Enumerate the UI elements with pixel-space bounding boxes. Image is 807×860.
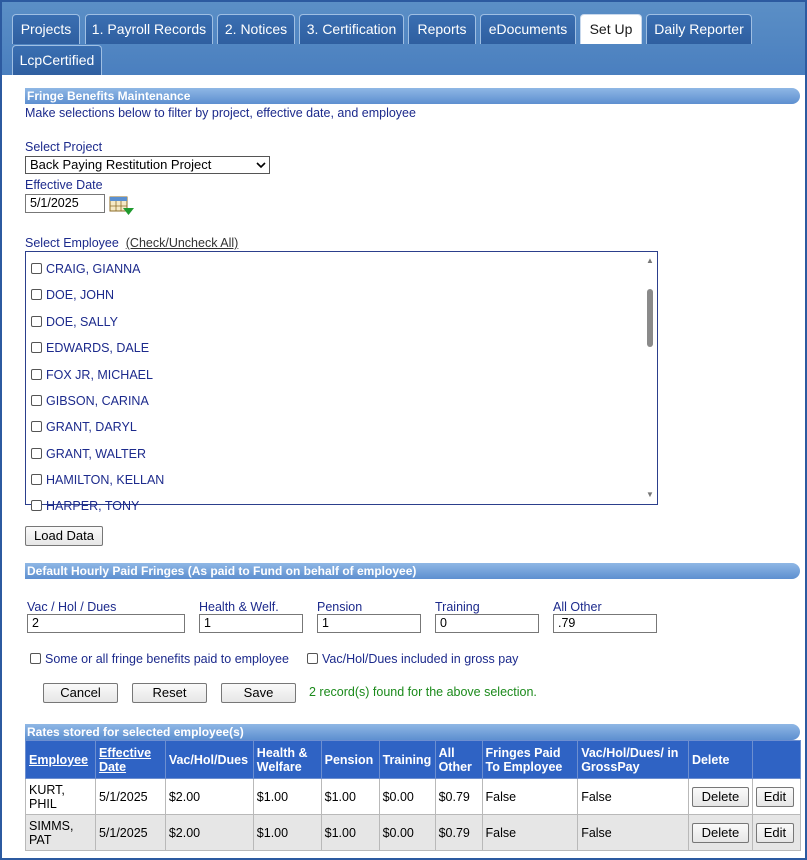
tab-notices[interactable]: 2. Notices <box>217 14 295 44</box>
checkbox-icon[interactable] <box>307 653 318 664</box>
cell-delete <box>688 779 752 815</box>
cell-vac-gross: False <box>578 815 689 851</box>
checkbox-icon[interactable] <box>31 395 42 406</box>
section-default-fringes: Default Hourly Paid Fringes (As paid to Fund on behalf of employee) <box>25 563 800 579</box>
cell-training: $0.00 <box>379 779 435 815</box>
col-vac: Vac/Hol/Dues <box>165 741 253 779</box>
employee-name: GRANT, DARYL <box>46 420 137 434</box>
employee-name: DOE, SALLY <box>46 315 119 329</box>
employee-name: DOE, JOHN <box>46 288 115 302</box>
records-status: 2 record(s) found for the above selection. <box>309 685 537 699</box>
employee-list-scrollbar[interactable] <box>643 252 657 504</box>
cell-date: 5/1/2025 <box>95 779 165 815</box>
effective-date-label: Effective Date <box>25 178 103 192</box>
paid-to-employee-option[interactable] <box>30 652 289 666</box>
select-employee-text: Select Employee <box>25 236 119 250</box>
cell-edit <box>752 815 800 851</box>
effective-date-input[interactable]: 5/1/2025 <box>25 194 105 213</box>
employee-name: CRAIG, GIANNA <box>46 262 141 276</box>
health-welf-field[interactable]: 1 <box>199 614 303 633</box>
tab-lcpcertified[interactable]: LcpCertified <box>12 45 102 75</box>
filter-instructions: Make selections below to filter by project, effective date, and employee <box>25 106 416 120</box>
tab-projects[interactable]: Projects <box>12 14 80 44</box>
tab-certification[interactable]: 3. Certification <box>299 14 404 44</box>
col-all-other: All Other <box>435 741 482 779</box>
list-item[interactable] <box>31 285 114 305</box>
check-uncheck-all-link[interactable]: (Check/Uncheck All) <box>125 236 239 250</box>
save-button[interactable]: Save <box>221 683 296 703</box>
col-edit <box>752 741 800 779</box>
cell-fringes-paid: False <box>482 815 578 851</box>
cell-health: $1.00 <box>253 779 321 815</box>
col-effective-date-label[interactable]: Effective Date <box>98 745 152 774</box>
section-fringe-maintenance: Fringe Benefits Maintenance <box>25 88 800 104</box>
included-gross-option[interactable] <box>307 652 518 666</box>
paid-to-employee-label: Some or all fringe benefits paid to employee <box>45 652 289 666</box>
chevron-down-icon <box>256 157 266 179</box>
tab-set-up[interactable]: Set Up <box>580 14 642 44</box>
list-item[interactable] <box>31 444 146 464</box>
calendar-picker-icon[interactable] <box>109 195 135 217</box>
col-training: Training <box>379 741 435 779</box>
project-select-value: Back Paying Restitution Project <box>30 157 212 172</box>
col-effective-date[interactable] <box>95 741 165 779</box>
employee-name: GRANT, WALTER <box>46 447 147 461</box>
list-item[interactable] <box>31 391 149 411</box>
load-data-button[interactable]: Load Data <box>25 526 103 546</box>
cell-edit <box>752 779 800 815</box>
checkbox-icon[interactable] <box>30 653 41 664</box>
scroll-up-icon[interactable]: ▲ <box>646 256 654 265</box>
list-item[interactable] <box>31 417 137 437</box>
cell-health: $1.00 <box>253 815 321 851</box>
tab-reports[interactable]: Reports <box>408 14 476 44</box>
tab-payroll-records[interactable]: 1. Payroll Records <box>85 14 213 44</box>
checkbox-icon[interactable] <box>31 474 42 485</box>
edit-button[interactable]: Edit <box>756 823 794 843</box>
checkbox-icon[interactable] <box>31 263 42 274</box>
scroll-down-icon[interactable]: ▼ <box>646 490 654 499</box>
col-employee-label[interactable]: Employee <box>29 752 89 767</box>
cell-employee: SIMMS, PAT <box>26 815 96 851</box>
employee-list[interactable] <box>25 251 658 513</box>
reset-button[interactable]: Reset <box>132 683 207 703</box>
employee-name: HAMILTON, KELLAN <box>46 473 165 487</box>
all-other-field[interactable]: .79 <box>553 614 657 633</box>
list-item[interactable] <box>31 312 118 332</box>
checkbox-icon[interactable] <box>31 342 42 353</box>
pension-label: Pension <box>317 600 363 614</box>
cell-training: $0.00 <box>379 815 435 851</box>
all-other-label: All Other <box>553 600 602 614</box>
scroll-thumb[interactable] <box>647 289 653 347</box>
delete-button[interactable]: Delete <box>692 787 749 807</box>
tab-daily-reporter[interactable]: Daily Reporter <box>646 14 752 44</box>
col-vac-gross: Vac/Hol/Dues/ in GrossPay <box>578 741 689 779</box>
cell-vac-gross: False <box>578 779 689 815</box>
checkbox-icon[interactable] <box>31 369 42 380</box>
list-item[interactable] <box>31 365 153 385</box>
cell-other: $0.79 <box>435 779 482 815</box>
rates-table <box>25 740 801 851</box>
tab-bar <box>2 2 805 75</box>
list-item[interactable] <box>31 496 139 516</box>
checkbox-icon[interactable] <box>31 316 42 327</box>
checkbox-icon[interactable] <box>31 448 42 459</box>
vac-hol-dues-field[interactable]: 2 <box>27 614 185 633</box>
employee-name: EDWARDS, DALE <box>46 341 150 355</box>
employee-name: FOX JR, MICHAEL <box>46 368 153 382</box>
project-select[interactable] <box>25 156 270 174</box>
cell-delete <box>688 815 752 851</box>
cell-pension: $1.00 <box>321 815 379 851</box>
table-row <box>26 815 801 851</box>
list-item[interactable] <box>31 470 164 490</box>
cell-employee: KURT, PHIL <box>26 779 96 815</box>
section-rates-stored: Rates stored for selected employee(s) <box>25 724 800 740</box>
table-row <box>26 779 801 815</box>
col-health: Health & Welfare <box>253 741 321 779</box>
training-label: Training <box>435 600 480 614</box>
cell-other: $0.79 <box>435 815 482 851</box>
table-header-row <box>26 741 801 779</box>
col-employee[interactable] <box>26 741 96 779</box>
employee-name: GIBSON, CARINA <box>46 394 149 408</box>
checkbox-icon[interactable] <box>31 289 42 300</box>
select-employee-label <box>25 236 238 250</box>
vac-hol-dues-label: Vac / Hol / Dues <box>27 600 117 614</box>
cell-fringes-paid: False <box>482 779 578 815</box>
cell-pension: $1.00 <box>321 779 379 815</box>
cell-date: 5/1/2025 <box>95 815 165 851</box>
delete-button[interactable]: Delete <box>692 823 749 843</box>
col-pension: Pension <box>321 741 379 779</box>
list-item[interactable] <box>31 259 140 279</box>
training-field[interactable]: 0 <box>435 614 539 633</box>
tab-edocuments[interactable]: eDocuments <box>480 14 576 44</box>
select-project-label: Select Project <box>25 140 103 154</box>
employee-name: HARPER, TONY <box>46 499 140 513</box>
checkbox-icon[interactable] <box>31 500 42 511</box>
checkbox-icon[interactable] <box>31 421 42 432</box>
col-delete: Delete <box>688 741 752 779</box>
cell-vac: $2.00 <box>165 779 253 815</box>
edit-button[interactable]: Edit <box>756 787 794 807</box>
col-fringes-paid: Fringes Paid To Employee <box>482 741 578 779</box>
cell-vac: $2.00 <box>165 815 253 851</box>
pension-field[interactable]: 1 <box>317 614 421 633</box>
included-gross-label: Vac/Hol/Dues included in gross pay <box>322 652 519 666</box>
cancel-button[interactable]: Cancel <box>43 683 118 703</box>
list-item[interactable] <box>31 338 149 358</box>
health-welf-label: Health & Welf. <box>199 600 279 614</box>
